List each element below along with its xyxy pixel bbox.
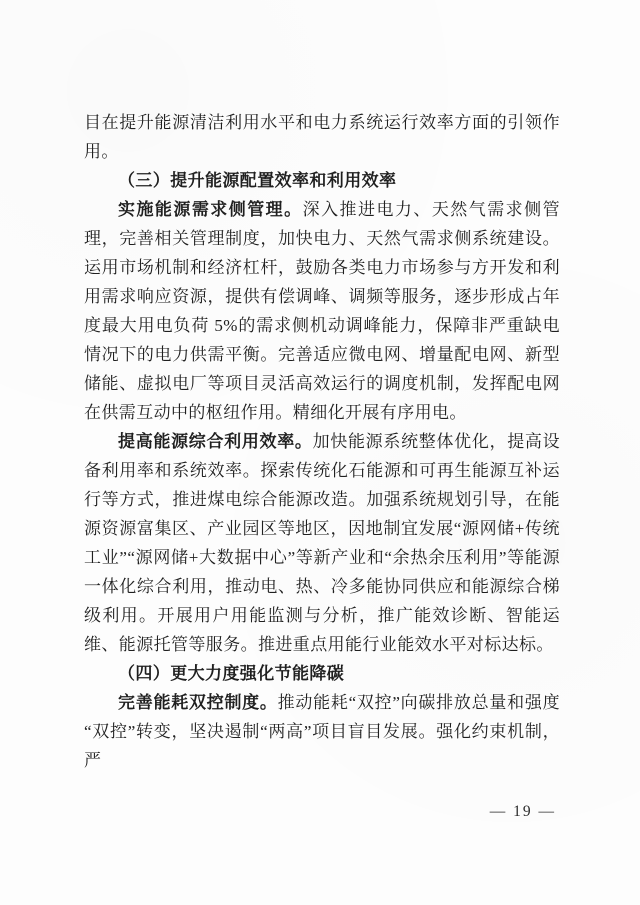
page-number: — 19 — xyxy=(489,803,556,820)
section-heading-4: （四）更大力度强化节能降碳 xyxy=(118,664,345,683)
paragraph-text: 加快能源系统整体优化，提高设备利用率和系统效率。探索传统化石能源和可再生能源互补运行等方式，推进煤电综合能源改造。加强系统规划引导，在能源资源富集区、产业园区等地区，因地制宜发展“源网储+传统工业”“源网储+大数据中心”等新产业和“余热余压利用”等能源一体化综合利用，推动电、热、冷多能协同供应和能源综合梯级利用。开展用户用能监测与分析，推广能效诊断、智能运维、能源托管等服务。推进重点用能行业能效水平对标达标。 xyxy=(84,432,560,654)
paragraph-lead: 实施能源需求侧管理。 xyxy=(118,200,303,219)
section-heading-3: （三）提升能源配置效率和利用效率 xyxy=(118,171,397,190)
paragraph-lead: 完善能耗双控制度。 xyxy=(118,693,278,712)
paragraph-lead: 提高能源综合利用效率。 xyxy=(118,432,313,451)
paragraph-text: 深入推进电力、天然气需求侧管理，完善相关管理制度，加快电力、天然气需求侧系统建设。运用市场机制和经济杠杆，鼓励各类电力市场参与方开发和利用需求响应资源，提供有偿调峰、调频等服务，逐步形成占年度最大用电负荷 5%的需求侧机动调峰能力，保障非严重缺电情况下的电力供需平衡。完善适应微电网、增量配电网、新型储能、虚拟电厂等项目灵活高效运行的调度机制，发挥配电网在供需互动中的枢纽作用。精细化开展有序用电。 xyxy=(84,200,560,422)
paragraph-continuation xyxy=(84,108,560,166)
document-body xyxy=(84,108,560,775)
paragraph-comprehensive-utilization xyxy=(84,427,560,659)
paragraph-demand-side-management xyxy=(84,195,560,427)
paragraph-dual-control xyxy=(84,688,560,775)
paragraph-text: 推动能耗“双控”向碳排放总量和强度“双控”转变，坚决遏制“两高”项目盲目发展。强化约束机制，严 xyxy=(84,693,561,770)
paragraph-text: 目在提升能源清洁利用水平和电力系统运行效率方面的引领作用。 xyxy=(84,113,560,161)
